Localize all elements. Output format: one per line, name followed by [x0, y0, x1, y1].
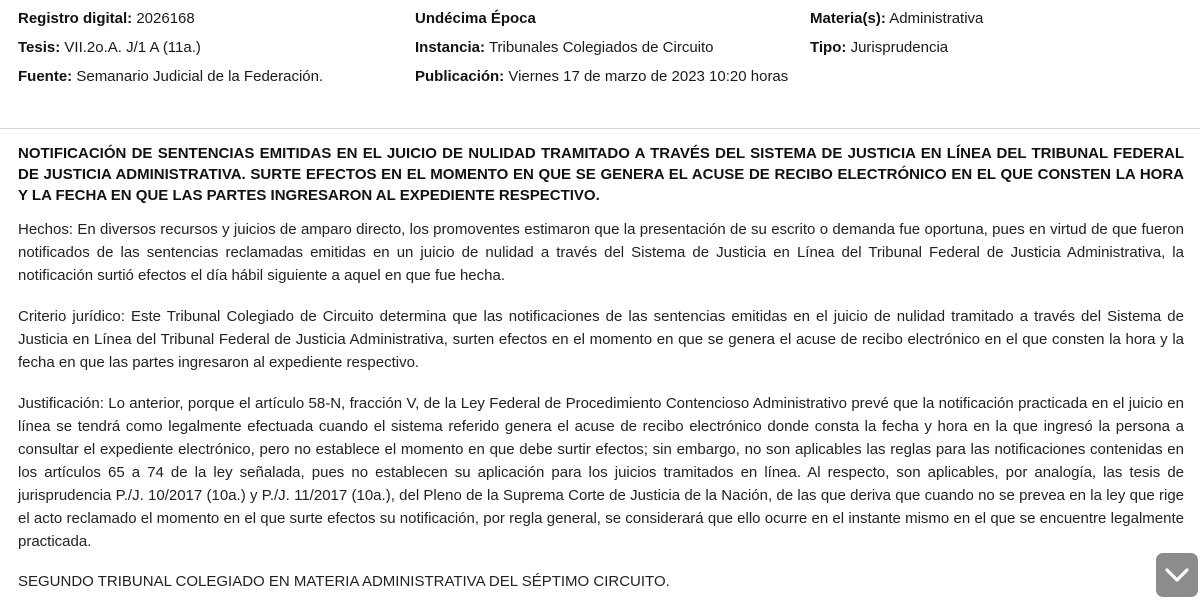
registro-label: Registro digital: [18, 10, 133, 27]
instancia-row [415, 37, 795, 58]
tesis-value: VII.2o.A. J/1 A (11a.) [64, 39, 201, 56]
instancia-label: Instancia: [415, 39, 486, 56]
tesis-row [18, 37, 323, 58]
fuente-row [18, 66, 323, 87]
tipo-value: Jurisprudencia [850, 39, 949, 56]
hechos-paragraph: Hechos: En diversos recursos y juicios de amparo directo, los promoventes estimaron que la presentación de su escrito o demanda fue oportuna, pues en virtud de que fueron notificados de las sentencias reclamadas emitidas en un juicio de nulidad a través del Sistema de Justicia en Línea del Tribunal Federal de Justicia Administrativa, la notificación surtió efectos el día hábil siguiente a aquel en que fue hecha. [18, 221, 1184, 284]
fuente-value: Semanario Judicial de la Federación. [76, 68, 324, 85]
meta-column-left [18, 8, 323, 95]
criterio-paragraph: Criterio jurídico: Este Tribunal Colegiado de Circuito determina que las notificaciones de las sentencias emitidas en el juicio de nulidad tramitado a través del Sistema de Justicia en Línea del Tribunal Federal de Justicia Administrativa, surten efectos en el momento en que se genera el acuse de recibo electrónico en el que consten la hora y la fecha en que las partes ingresaron al expediente respectivo. [18, 308, 1184, 371]
instancia-value: Tribunales Colegiados de Circuito [488, 39, 714, 56]
meta-column-right [810, 8, 983, 66]
publicacion-row [415, 66, 795, 87]
meta-column-middle [415, 8, 795, 95]
tribunal-paragraph: SEGUNDO TRIBUNAL COLEGIADO EN MATERIA ADMINISTRATIVA DEL SÉPTIMO CIRCUITO. [18, 573, 670, 590]
thesis-content [18, 143, 1184, 593]
materia-value: Administrativa [889, 10, 984, 27]
tesis-label: Tesis: [18, 39, 61, 56]
header-divider [0, 128, 1200, 129]
fuente-label: Fuente: [18, 68, 73, 85]
materia-row [810, 8, 983, 29]
justificacion-paragraph: Justificación: Lo anterior, porque el artículo 58-N, fracción V, de la Ley Federal de Procedimiento Contencioso Administrativo prevé que la notificación practicada en el juicio en línea se tendrá como legalmente efectuada cuando el sistema referido genera el acuse de recibo electrónico donde consta la fecha y hora en la que ingresó la persona a consultar el expediente electrónico, pero no establece el momento en que debe surtir efectos; sin embargo, no son aplicables las reglas para las notificaciones contenidas en los artículos 65 a 74 de la ley señalada, pues no establecen su aplicación para los juicios tramitados en línea. Al respecto, son aplicables, por analogía, las tesis de jurisprudencia P./J. 10/2017 (10a.) y P./J. 11/2017 (10a.), del Pleno de la Suprema Corte de Justicia de la Nación, de las que deriva que cuando no se prevea en la ley que rige el acto reclamado el momento en el que surte efectos su notificación, por regla general, se considerará que ello ocurre en el instante mismo en el que se encuentre legalmente practicada. [18, 395, 1184, 550]
publicacion-label: Publicación: [415, 68, 505, 85]
thesis-title: NOTIFICACIÓN DE SENTENCIAS EMITIDAS EN EL JUICIO DE NULIDAD TRAMITADO A TRAVÉS DEL SISTEMA DE JUSTICIA EN LÍNEA DEL TRIBUNAL FEDERAL DE JUSTICIA ADMINISTRATIVA. SURTE EFECTOS EN EL MOMENTO EN QUE SE GENERA EL ACUSE DE RECIBO ELECTRÓNICO EN EL QUE CONSTEN LA HORA Y LA FECHA EN QUE LAS PARTES INGRESARON AL EXPEDIENTE RESPECTIVO. [18, 145, 1184, 204]
materia-label: Materia(s): [810, 10, 886, 27]
registro-row [18, 8, 323, 29]
tipo-label: Tipo: [810, 39, 847, 56]
chevron-down-icon [1164, 567, 1190, 583]
epoca-label: Undécima Época [415, 10, 536, 27]
publicacion-value: Viernes 17 de marzo de 2023 10:20 horas [508, 68, 789, 85]
epoca-row [415, 8, 795, 29]
registro-value: 2026168 [136, 10, 195, 27]
scroll-down-button[interactable] [1156, 553, 1198, 597]
tipo-row [810, 37, 983, 58]
